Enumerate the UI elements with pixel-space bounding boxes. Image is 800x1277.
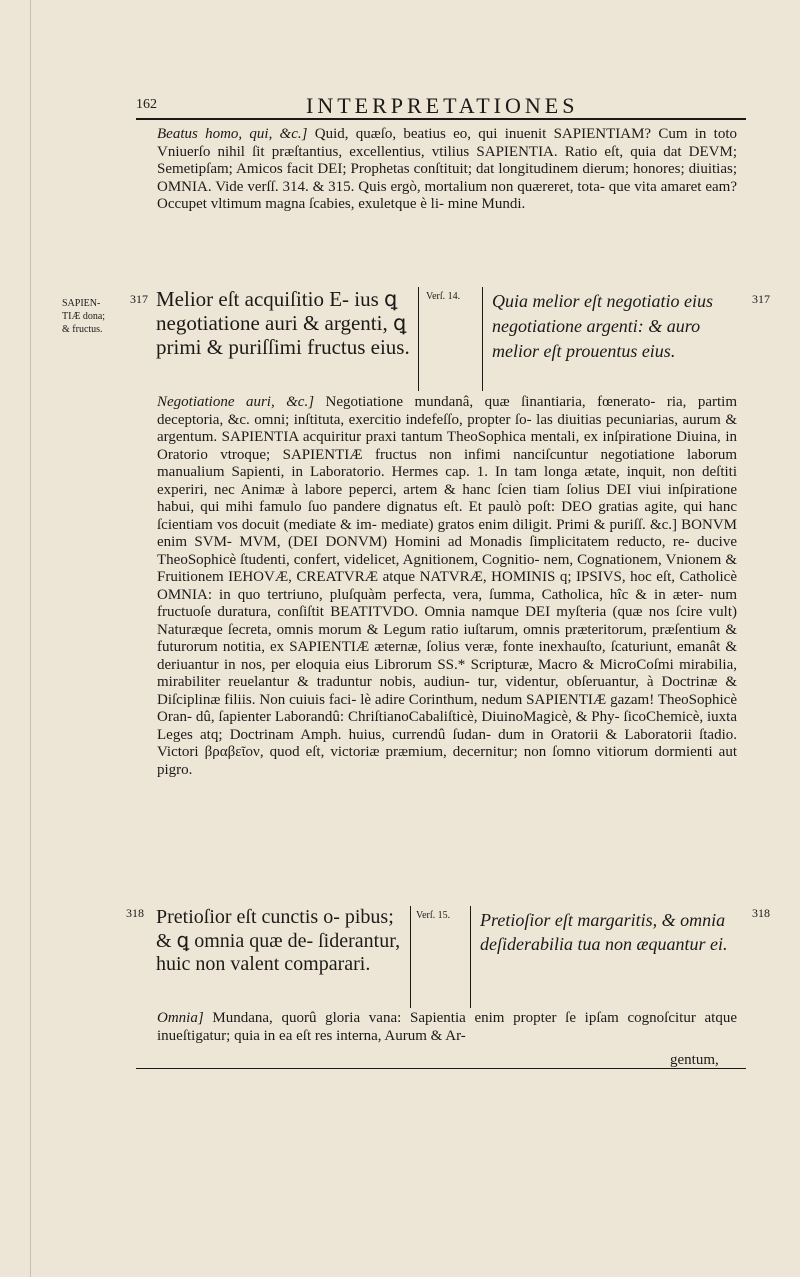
latin-verse: Melior eſt acquiſitio E- ius ꝗ negotiatione auri & argenti, ꝗ primi & puriſſimi fructus eius. xyxy=(156,287,410,359)
verse-number-right: 317 xyxy=(752,292,770,306)
margin-note-line: & fructus. xyxy=(62,324,103,335)
page-header xyxy=(136,93,746,119)
verse-number-left: 318 xyxy=(126,906,144,920)
commentary-paragraph-2 xyxy=(157,394,737,906)
catchword: gentum, xyxy=(670,1052,719,1068)
footer-rule xyxy=(136,1068,746,1069)
paragraph-text: Negotiatione mundanâ, quæ ſinantiaria, fœnerato- ria, partim deceptoria, &c. omni; inſtituta, exercitio indefeſſo, propter ſo- las diuitias pecuniarias, aurum & argentum. SAPIENTIA acquiritur praxi tantum TheoSophica mentali, ex inſpiratione Diuina, in Oratorio vtroque; SAPIENTIÆ fructus non infimi nanciſcuntur negotiatione laborum manualium Sapienti, in Laboratorio. Hermes cap. 1. In tam longa ætate, inquit, non deſtiti experiri, nec Animæ à labore peperci, artem & hanc ſcien tiam ſolius DEI viui inſpiratione habui, qui mihi famulo ſuo pandere dignatus eſt. Et paulò poſt: DEO gratias agite, qui hanc ſcientiam vos docuit (mediate & im- mediate) gratos enim diligit. Primi & puriſſ. &c.] BONVM enim SVM- MVM, (DEI DONVM) Homini ad Monadis ſimplicitatem reducto, re- ducive TheoSophicè ſtudenti, confert, videlicet, Agnitionem, Cognitio- nem, Cognationem, Vnionem & Fruitionem IEHOVÆ, CREATVRÆ atque NATVRÆ, HOMINIS q; IPSIVS, hoc eſt, Catholicè OMNIA: in quo tertriuno, pluſquàm perfecta, vera, ſumma, Catholica, hîc & in æter- num fructuoſe duratura, conſiſtit BEATITVDO. Omnia namque DEI myſteria (quæ nos ſcire vult) Naturæque ſecreta, omnis morum & Legum ratio iuſtarum, omnis præteritorum, præſentium & futurorum notitia, ex SAPIENTIÆ æternæ, ſolius veræ, fonte inexhauſto, ſcaturiunt, emanât & deriuantur in nos, per eloquia eius Librorum SS.* Scripturæ, Macro & MicroCoſmi mirabilia, mirabiliter reuelantur & traduntur nobis, audiun- tur, videntur, obſeruantur, à Doctrinæ & Diſciplinæ filiis. Non cuiuis faci- lè adire Corinthum, nedum SAPIENTIÆ gazam! TheoSophicè Oran- dû, ſapienter Laborandû: ChriſtianoCabaliſticè, DiuinoMagicè, & Phy- ſicoChemicè, iuxta Leges atq; Doctrinam Amph. huius, currendû ſudan- dum in Oratorii & Laboratorii ſtadio. Victori βραβεῖον, quod eſt, victoriæ præmium, decernitur; non ſomno vitiorum dormienti aut pigro. xyxy=(157,394,737,778)
running-title: INTERPRETATIONES xyxy=(306,93,579,118)
margin-note xyxy=(62,297,105,336)
lemma: Beatus homo, qui, &c.] xyxy=(157,126,308,142)
paragraph-text: Mundana, quorû gloria vana: Sapientia enim propter ſe ipſam cognoſcitur atque inueſtigatur; quia in ea eſt res interna, Aurum & Ar- xyxy=(157,1010,737,1044)
column-divider xyxy=(418,287,419,391)
verse-number-left: 317 xyxy=(130,292,148,306)
lemma: Negotiatione auri, &c.] xyxy=(157,394,315,410)
verse-reference: Verſ. 14. xyxy=(426,291,461,302)
column-divider xyxy=(410,906,411,1008)
verse-reference: Verſ. 15. xyxy=(416,910,451,921)
commentary-paragraph-3 xyxy=(157,1010,737,1050)
latin-verse: Pretioſior eſt cunctis o- pibus; & ꝗ omnia quæ de- ſiderantur, huic non valent comparari. xyxy=(156,906,401,975)
translation-verse: Quia melior eſt negotiatio eius negotiatione argenti: & auro melior eſt prouentus eius. xyxy=(492,291,713,361)
margin-note-line: TIÆ dona; xyxy=(62,311,106,322)
verse-number-right: 318 xyxy=(752,906,770,920)
column-divider xyxy=(470,906,471,1008)
lemma: Omnia] xyxy=(157,1010,204,1026)
commentary-paragraph-1 xyxy=(157,126,737,282)
header-rule xyxy=(136,118,746,120)
margin-note-line: SAPIEN- xyxy=(62,298,101,309)
binding-edge xyxy=(30,0,31,1277)
verse-block-318 xyxy=(148,906,748,1008)
verse-block-317 xyxy=(148,287,748,391)
column-divider xyxy=(482,287,483,391)
translation-verse: Pretioſior eſt margaritis, & omnia deſiderabilia tua non æquantur ei. xyxy=(480,910,728,954)
paragraph-text: Quid, quæſo, beatius eo, qui inuenit SAPIENTIAM? Cum in toto Vniuerſo nihil ſit præſtantius, excellentius, vtilius SAPIENTIA. Ratio eſt, quia dat DEVM; Semetipſam; Amicos facit DEI; Prophetas conſtituit; dat longitudinem dierum; honores; diuitias; OMNIA. Vide verſſ. 314. & 315. Quis ergò, mortalium non quæreret, tota- que vita amaret eam? Occupet vltimum magna ſcabies, exuletque è li- mine Mundi. xyxy=(157,126,737,212)
page-number: 162 xyxy=(136,97,157,112)
